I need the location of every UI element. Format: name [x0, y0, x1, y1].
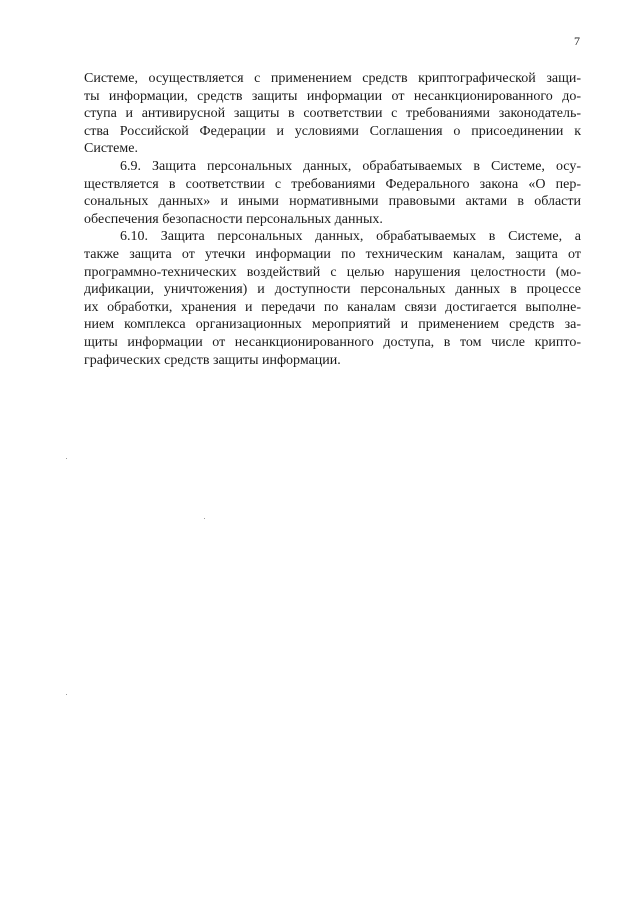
text-line: их обработки, хранения и передачи по каналам связи достигается выполне-	[84, 299, 581, 315]
text-line: ства Российской Федерации и условиями Соглашения о присоединении к	[84, 123, 581, 139]
paragraph-6-9	[84, 158, 581, 228]
text-line: ты информации, средств защиты информации от несанкционированного до-	[84, 88, 581, 104]
scan-speck	[204, 518, 205, 519]
paragraph-continuation	[84, 70, 581, 158]
text-line: Системе.	[84, 141, 138, 157]
text-line: ступа и антивирусной защиты в соответствии с требованиями законодатель-	[84, 106, 581, 122]
text-line: также защита от утечки информации по техническим каналам, защита от	[84, 246, 581, 262]
document-body	[84, 70, 581, 369]
scan-speck	[66, 458, 67, 459]
text-line: Системе, осуществляется с применением средств криптографической защи-	[84, 71, 581, 86]
text-line: дификации, уничтожения) и доступности персональных данных в процессе	[84, 282, 581, 298]
paragraph-6-10	[84, 228, 581, 369]
text-line: ществляется в соответствии с требованиями Федерального закона «О пер-	[84, 176, 581, 192]
text-line: щиты информации от несанкционированного доступа, в том числе крипто-	[84, 334, 581, 350]
text-line: нием комплекса организационных мероприятий и применением средств за-	[84, 317, 581, 333]
scan-speck	[66, 694, 67, 695]
text-line: обеспечения безопасности персональных данных.	[84, 211, 383, 227]
text-line: графических средств защиты информации.	[84, 352, 341, 368]
text-line: 6.10. Защита персональных данных, обрабатываемых в Системе, а	[120, 229, 581, 245]
page-number: 7	[574, 34, 580, 48]
text-line: сональных данных» и иными нормативными правовыми актами в области	[84, 194, 581, 210]
text-line: программно-технических воздействий с целью нарушения целостности (мо-	[84, 264, 581, 280]
text-line: 6.9. Защита персональных данных, обрабатываемых в Системе, осу-	[120, 158, 581, 174]
